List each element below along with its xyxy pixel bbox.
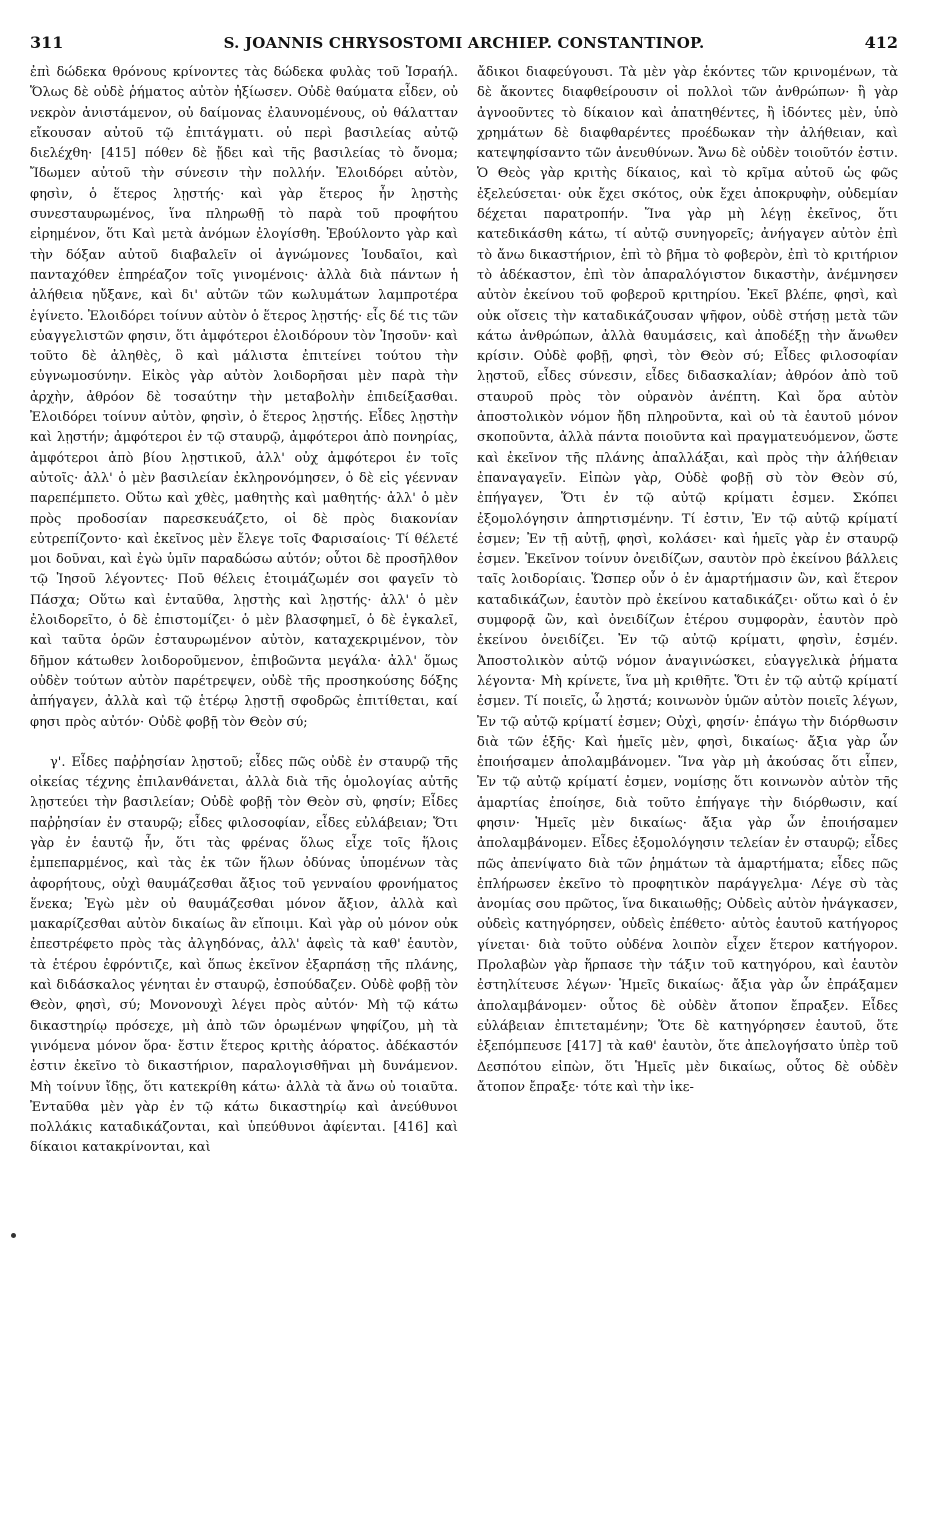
- left-column: [30, 63, 458, 1159]
- margin-dot: [11, 1233, 16, 1238]
- running-header: [30, 33, 898, 61]
- right-column: [477, 63, 898, 1098]
- page-number-right: 412: [864, 33, 898, 52]
- running-title: S. JOANNIS CHRYSOSTOMI ARCHIEP. CONSTANTINOP.: [223, 34, 705, 52]
- paragraph: γ'. Εἶδες παῤῥησίαν λῃστοῦ; εἶδες πῶς οὐδὲ ἐν σταυρῷ τῆς οἰκείας τέχνης ἐπιλανθάνεται, ἀλλὰ διὰ τῆς ὁμολογίας αὐτῆς λῃστεύει τὴν βασιλείαν; Οὐδὲ φοβῇ τὸν Θεὸν σὺ, φησίν; Εἶδες παῤῥησίαν ἐν σταυρῷ; εἶδες φιλοσοφίαν, εἶδες εὐλάβειαν; Ὅτι γὰρ ἐν ἑαυτῷ ἦν, ὅτι τὰς φρένας ὅλως εἶχε τοῖς ἥλοις ἐμπεπαρμένος, καὶ τὰς ἐκ τῶν ἥλων ὀδύνας ὑπομένων τὰς ἀφορήτους, οὐχὶ θαυμάζεσθαι ἄξιος τοῦ γενναίου φρονήματος ἕνεκα; Ἐγὼ μὲν οὐ θαυμάζεσθαι μόνον ἄξιον, ἀλλὰ καὶ μακαρίζεσθαι αὐτὸν δικαίως ἂν εἴποιμι. Καὶ γὰρ οὐ μόνον οὐκ ἐπεστρέφετο πρὸς τὰς ἀλγηδόνας, ἀλλ' ἀφεὶς τὰ καθ' ἑαυτὸν, τὰ ἑτέρου ἐφρόντιζε, καὶ ὅπως ἐκεῖνον ἐξαρπάσῃ τῆς πλάνης, καὶ διδάσκαλος γένηται ἐν σταυρῷ, ἐσπούδαζεν. Οὐδὲ φοβῇ τὸν Θεὸν, φησὶ, σύ; Μονονουχὶ λέγει πρὸς αὐτόν· Μὴ τῷ κάτω δικαστηρίῳ πρόσεχε, μὴ ἀπὸ τῶν ὁρωμένων ψηφίζου, μὴ τὰ γινόμενα μόνον ὅρα· ἔστιν ἕτερος κριτὴς ἀόρατος. ἀδέκαστόν ἐστιν ἐκεῖνο τὸ δικαστήριον, παραλογισθῆναι μὴ δυνάμενον. Μὴ τοίνυν ἴδῃς, ὅτι κατεκρίθη κάτω· ἀλλὰ τὰ ἄνω οὐ τοιαῦτα. Ἐνταῦθα μὲν γὰρ ἐν τῷ κάτω δικαστηρίῳ καὶ ἀνεύθυνοι πολλάκις καταδικάζονται, καὶ ὑπεύθυνοι ἀφίενται. [416] καὶ δίκαιοι κατακρίνονται, καὶ: [30, 754, 458, 1156]
- paragraph: ἐπὶ δώδεκα θρόνους κρίνοντες τὰς δώδεκα φυλὰς τοῦ Ἰσραήλ. Ὅλως δὲ οὐδὲ ῥήματος αὐτὸν ἠξίωσεν. Οὐδὲ θαύματα εἶδεν, οὐ νεκρὸν ἀνιστάμενον, οὐ δαίμονας ἐλαυνομένους, οὐ θάλατταν εἴκουσαν αὐτοῦ τῷ ἐπιτάγματι. οὐ περὶ βασιλείας αὐτῷ διελέχθη· [415] πόθεν δὲ ᾔδει καὶ τῆς βασιλείας τὸ ὄνομα; Ἴδωμεν αὐτοῦ τὴν σύνεσιν τὴν πολλήν. Ἐλοιδόρει αὐτὸν, φησὶν, ὁ ἕτερος λῃστής· καὶ γὰρ ἕτερος ἦν λῃστὴς συνεσταυρωμένος, ἵνα πληρωθῇ τὸ παρὰ τοῦ προφήτου εἰρημένον, ὅτι Καὶ μετὰ ἀνόμων ἐλογίσθη. Ἐβούλοντο γὰρ καὶ τὴν δόξαν αὐτοῦ διαβαλεῖν οἱ ἀγνώμονες Ἰουδαῖοι, καὶ πανταχόθεν ἐπηρέαζον τοῖς γινομένοις· ἀλλὰ διὰ πάντων ἡ ἀλήθεια ηὔξανε, καὶ δι' αὐτῶν τῶν κωλυμάτων λαμπροτέρα ἐγίνετο. Ἐλοιδόρει τοίνυν αὐτὸν ὁ ἕτερος λῃστής· εἷς δέ τις τῶν εὐαγγελιστῶν φησιν, ὅτι ἀμφότεροι ἐλοιδόρουν τὸν Ἰησοῦν· καὶ τοῦτο δὲ ἀληθὲς, ὃ καὶ μάλιστα ἐπιτείνει τούτου τὴν εὐγνωμοσύνην. Εἰκὸς γὰρ αὐτὸν λοιδορῆσαι μὲν παρὰ τὴν ἀρχὴν, ἀθρόον δὲ τοσαύτην τὴν μεταβολὴν ἐπιδείξασθαι. Ἐλοιδόρει τοίνυν αὐτὸν, φησὶν, ὁ ἕτερος λῃστής. Εἶδες λῃστὴν καὶ λῃστήν; ἀμφότεροι ἐν τῷ σταυρῷ, ἀμφότεροι ἀπὸ πονηρίας, ἀμφότεροι ἀπὸ βίου λῃστικοῦ, ἀλλ' οὐχ ἀμφότεροι ἐν τοῖς αὐτοῖς· ἀλλ' ὁ μὲν βασιλείαν ἐκληρονόμησεν, ὁ δὲ εἰς γέενναν παρεπέμπετο. Οὕτω καὶ χθὲς, μαθητὴς καὶ μαθητής· ἀλλ' ὁ μὲν πρὸς προδοσίαν παρεσκευάζετο, οἱ δὲ πρὸς διακονίαν εὐτρεπίζοντο· καὶ ἐκεῖνος μὲν ἔλεγε τοῖς Φαρισαίοις· Τί θέλετέ μοι δοῦναι, καὶ ἐγὼ ὑμῖν παραδώσω αὐτόν; οὗτοι δὲ προσῆλθον τῷ Ἰησοῦ λέγοντες· Ποῦ θέλεις ἑτοιμάζωμέν σοι φαγεῖν τὸ Πάσχα; Οὕτω καὶ ἐνταῦθα, λῃστὴς καὶ λῃστής· ἀλλ' ὁ μὲν ἐλοιδορεῖτο, ὁ δὲ ἐπιστομίζει· ὁ μὲν βλασφημεῖ, ὁ δὲ ἐγκαλεῖ, καὶ ταῦτα ὁρῶν ἐσταυρωμένον αὐτὸν, καταχεκριμένον, τὸν δῆμον κάτωθεν λοιδοροῦμενον, ἐπιβοῶντα μεγάλα· ἀλλ' ὅμως οὐδὲν τούτων αὐτὸν παρέτρεψεν, οὐδὲ τῆς προσηκούσης δόξης ἀπήγαγεν, ἀλλὰ καὶ τῷ ἑτέρῳ λῃστῇ σφοδρῶς ἐπιτίθεται, καί φησι πρὸς αὐτόν· Οὐδὲ φοβῇ τὸν Θεὸν σύ;: [30, 65, 458, 730]
- page-number-left: 311: [30, 33, 64, 52]
- paragraph: ἄδικοι διαφεύγουσι. Τὰ μὲν γὰρ ἑκόντες τῶν κρινομένων, τὰ δὲ ἄκοντες διαφθείρουσιν οἱ πολλοὶ τῶν ἀνθρώπων· ἢ γὰρ ἀγνοοῦντες τὸ δίκαιον καὶ ἀπατηθέντες, ἢ ἰδόντες μὲν, ὑπὸ χρημάτων δὲ διαφθαρέντες προέδωκαν τὴν ἀλήθειαν, καὶ κατεψηφίσαντο τῶν ἀνευθύνων. Ἄνω δὲ οὐδὲν τοιοῦτόν ἐστιν. Ὁ Θεὸς γὰρ κριτὴς δίκαιος, καὶ τὸ κρῖμα αὐτοῦ ὡς φῶς ἐξελεύσεται· οὐκ ἔχει σκότος, οὐκ ἔχει ἀποκρυφὴν, οὐδεμίαν δέχεται παρατροπήν. Ἵνα γὰρ μὴ λέγῃ ἐκεῖνος, ὅτι κατεδικάσθη κάτω, τί αὐτῷ συνηγορεῖς; ἀνήγαγεν αὐτὸν ἐπὶ τὸ ἄνω δικαστήριον, ἐπὶ τὸ βῆμα τὸ φοβερὸν, ἐπὶ τὸ κριτήριον τὸ ἀδέκαστον, ἐπὶ τὸν ἀπαραλόγιστον δικαστὴν, ἀνέμνησεν αὐτὸν ἐκείνου τοῦ φοβεροῦ κριτηρίου. Ἐκεῖ βλέπε, φησὶ, καὶ οὐκ οἴσεις τὴν καταδικάζουσαν ψῆφον, οὐδὲ στήσῃ μετὰ τῶν κάτω ἀνθρώπων, ἀλλὰ θαυμάσεις, καὶ ἀποδέξῃ τὴν ἄνωθεν κρίσιν. Οὐδὲ φοβῇ, φησὶ, τὸν Θεὸν σύ; Εἶδες φιλοσοφίαν λῃστοῦ, εἶδες σύνεσιν, εἶδες διδασκαλίαν; ἀθρόον ἀπὸ τοῦ σταυροῦ πρὸς τὸν οὐρανὸν ἀνέπτη. Καὶ ὅρα αὐτὸν ἀποστολικὸν νόμον ἤδη πληροῦντα, καὶ οὐ τὰ ἑαυτοῦ μόνον σκοποῦντα, ἀλλὰ πάντα ποιοῦντα καὶ πραγματευόμενον, ὥστε καὶ ἐκεῖνον τῆς πλάνης ἀπαλλάξαι, καὶ πρὸς τὴν ἀλήθειαν ἐπαναγαγεῖν. Εἰπὼν γὰρ, Οὐδὲ φοβῇ σὺ τὸν Θεὸν σύ, ἐπήγαγεν, Ὅτι ἐν τῷ αὐτῷ κρίματι ἐσμεν. Σκόπει ἐξομολόγησιν ἀπηρτισμένην. Τί ἐστιν, Ἐν τῷ αὐτῷ κρίματί ἐσμεν; Ἐν τῇ αὐτῇ, φησὶ, κολάσει· καὶ ἡμεῖς γὰρ ἐν σταυρῷ ἐσμεν. Ἐκεῖνον τοίνυν ὀνειδίζων, σαυτὸν πρὸ ἐκείνου βάλλεις ταῖς λοιδορίαις. Ὥσπερ οὖν ὁ ἐν ἁμαρτήμασιν ὢν, καὶ ἕτερον καταδικάζων, ἑαυτὸν πρὸ ἐκείνου καταδικάζει· οὕτω καὶ ὁ ἐν συμφορᾷ ὢν, καὶ ὀνειδίζων ἑτέρου συμφορὰν, ἑαυτὸν πρὸ ἐκείνου ὀνειδίζει. Ἐν τῷ αὐτῷ κρίματι, φησὶν, ἐσμέν. Ἀποστολικὸν αὐτῷ νόμον ἀναγινώσκει, εὐαγγελικὰ ῥήματα λέγοντα· Μὴ κρίνετε, ἵνα μὴ κριθῆτε. Ὅτι ἐν τῷ αὐτῷ κρίματί ἐσμεν. Τί ποιεῖς, ὦ λῃστά; κοινωνὸν ὑμῶν αὐτὸν ποιεῖς λέγων, Ἐν τῷ αὐτῷ κρίματί ἐσμεν; Οὐχὶ, φησίν· ἐπάγω τὴν διόρθωσιν διὰ τῶν ἑξῆς· Καὶ ἡμεῖς μὲν, φησὶ, δικαίως· ἄξια γὰρ ὧν ἐποιήσαμεν ἀπολαμβάνομεν. Ἵνα γὰρ μὴ ἀκούσας ὅτι εἶπεν, Ἐν τῷ αὐτῷ κρίματί ἐσμεν, νομίσῃς ὅτι κοινωνὸν αὐτὸν τῆς ἁμαρτίας ἐποίησε, διὰ τοῦτο ἐπήγαγε τὴν διόρθωσιν, καί φησιν· Ἡμεῖς μὲν δικαίως· ἄξια γὰρ ὧν ἐποιήσαμεν ἀπολαμβάνομεν. Εἶδες ἐξομολόγησιν τελείαν ἐν σταυρῷ; εἶδες πῶς ἀπενίψατο διὰ τῶν ῥημάτων τὰ ἁμαρτήματα; εἶδες πῶς ἐπλήρωσεν ἐκεῖνο τὸ προφητικὸν παράγγελμα· Λέγε σὺ τὰς ἀνομίας σου πρῶτος, ἵνα δικαιωθῇς; Οὐδεὶς αὐτὸν ἠνάγκασεν, οὐδεὶς κατηγόρησεν, οὐδεὶς ἐπέθετο· αὐτὸς ἑαυτοῦ κατήγορος γίνεται· διὰ τοῦτο οὐδένα λοιπὸν εἶχεν ἕτερον κατήγορον. Προλαβὼν γὰρ ἥρπασε τὴν τάξιν τοῦ κατηγόρου, καὶ ἑαυτὸν ἐστηλίτευσε λέγων· Ἡμεῖς δικαίως· ἄξια γὰρ ὧν ἐπράξαμεν ἀπολαμβάνομεν· οὗτος δὲ οὐδὲν ἄτοπον ἔπραξεν. Εἶδες εὐλάβειαν ἐπιτεταμένην; Ὅτε δὲ κατηγόρησεν ἑαυτοῦ, ὅτε ἐξεπόμπευσε [417] τὰ καθ' ἑαυτὸν, ὅτε ἀπελογήσατο ὑπὲρ τοῦ Δεσπότου εἰπὼν, ὅτι Ἡμεῖς μὲν δικαίως, οὗτος δὲ οὐδὲν ἄτοπον ἔπραξε· τότε καὶ τὴν ἱκε-: [477, 65, 898, 1095]
